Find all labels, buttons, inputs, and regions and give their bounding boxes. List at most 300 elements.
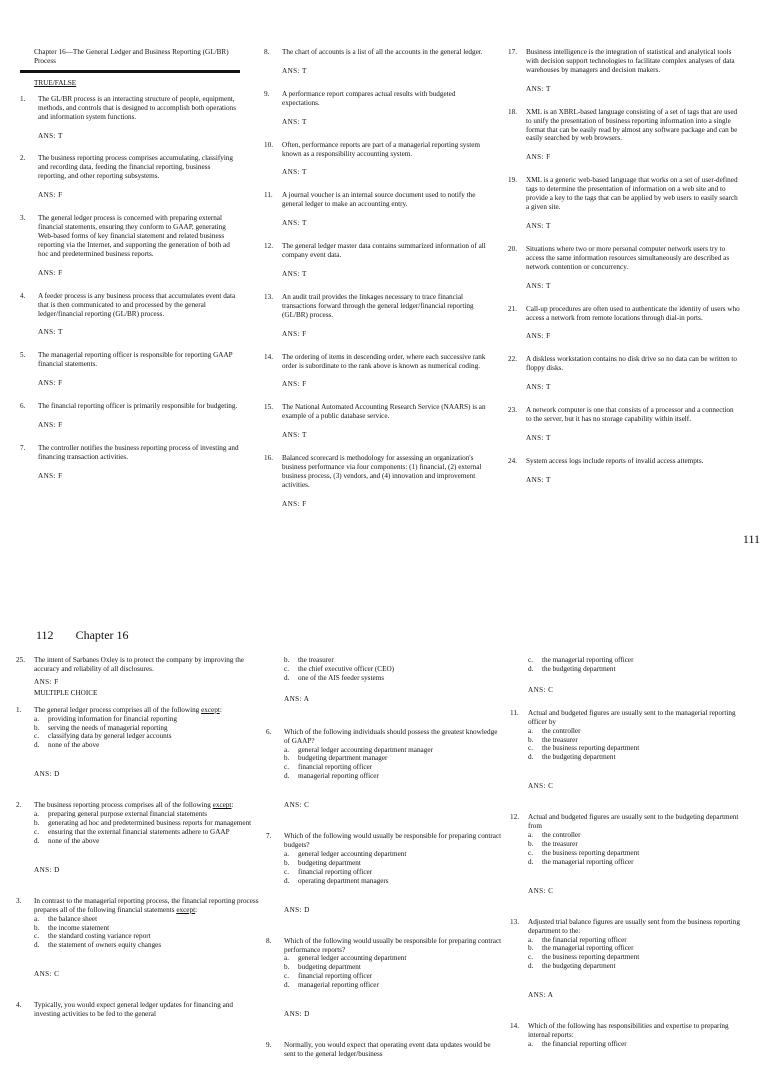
- answer-option: [34, 715, 260, 724]
- question-item: [510, 1022, 748, 1049]
- question: [264, 242, 492, 260]
- question-item: [264, 242, 492, 279]
- option-letter: d.: [284, 876, 290, 885]
- answer-option: [528, 736, 748, 745]
- option-letter: a.: [528, 831, 533, 840]
- question-text: [284, 832, 502, 850]
- question-stem: Call-up procedures are often used to authenticate the identity of users who access a network from remote locations through dial-in ports.: [526, 304, 740, 322]
- question-stem: XML is an XBRL-based language consisting of a set of tags that are used to unify the presentation of business reporting information into a single format that can be easily read by almost any software package and can be easily searched by web browsers.: [526, 107, 738, 143]
- question-number: 22.: [508, 355, 517, 364]
- answer: ANS: A: [528, 991, 554, 1000]
- answer: ANS: D: [34, 770, 60, 779]
- question-item: [266, 937, 502, 1019]
- question-item: [264, 353, 492, 390]
- question-text: [282, 293, 492, 320]
- option-letter: c.: [34, 732, 39, 741]
- answer-option: [528, 831, 748, 840]
- question-number: 14.: [264, 352, 273, 361]
- question-stem: The general ledger process is concerned with preparing external financial statements, ensuring they conform to GAAP, generating Web-based forms of key financial statement and related business reporting via the Internet, and supporting the generation of both ad hoc and predetermined business reports.: [38, 214, 230, 258]
- option-text: the treasurer: [298, 656, 334, 664]
- answer-option: [528, 944, 748, 953]
- option-text: generating ad hoc and predetermined business reports for management: [48, 819, 252, 828]
- answer-option: [34, 924, 260, 933]
- answer-option: [284, 972, 502, 981]
- answer-options: [284, 850, 502, 886]
- question-number: 10.: [264, 140, 273, 149]
- question: [508, 457, 740, 466]
- question-number: 3.: [20, 214, 26, 223]
- option-letter: b.: [528, 944, 534, 953]
- question-stem: The ordering of items in descending order, where each successive rank order is subordinate to the rank above is known as numerical coding.: [282, 352, 486, 370]
- question-stem: Often, performance reports are part of a managerial reporting system known as a responsibility accounting system.: [282, 140, 480, 158]
- question-item: [264, 141, 492, 178]
- question-text: [38, 402, 240, 411]
- question-number: 20.: [508, 244, 517, 253]
- question-text: The intent of Sarbanes Oxley is to protect the company by improving the accuracy and reliability of all disclosures.: [34, 656, 244, 673]
- question-item: [266, 728, 502, 810]
- question-number: 18.: [508, 107, 517, 116]
- question-item: [510, 709, 748, 791]
- question-text: [34, 1001, 260, 1019]
- question-stem: XML is a generic web-based language that works on a set of user-defined tags to determine the presentation of information on a web site and to provide a key to the tags that can be applied by web users to easily search a given site.: [526, 176, 738, 212]
- question-item: [16, 801, 260, 875]
- question-item: [508, 48, 740, 94]
- question-number: 15.: [264, 403, 273, 412]
- question-number: 9.: [266, 1041, 272, 1050]
- question-number: 2.: [20, 154, 26, 163]
- answer-options: [528, 831, 748, 867]
- option-letter: d.: [284, 981, 290, 990]
- answer: ANS: C: [284, 801, 310, 810]
- answer-option: [284, 859, 502, 868]
- continued-options: [284, 656, 502, 683]
- question-stem: Actual and budgeted figures are usually sent to the managerial reporting officer by: [528, 708, 736, 726]
- question-number: 11.: [264, 191, 273, 200]
- option-text: ensuring that the external financial statements adhere to GAAP: [48, 827, 230, 836]
- question-stem: Business intelligence is the integration of statistical and analytical tools with decision support technologies to facilitate complex analyses of data warehouses by managers and decision makers.: [526, 48, 735, 74]
- question-stem: Which of the following would usually be responsible for preparing contract performance reports?: [284, 936, 502, 954]
- question-number: 3.: [16, 896, 22, 905]
- question-number: 1.: [16, 705, 22, 714]
- answer: ANS: T: [282, 168, 307, 177]
- question: [20, 214, 240, 259]
- question-item: [264, 48, 492, 76]
- question-stem: Normally, you would expect that operating event data updates would be sent to the general ledger/business: [284, 1041, 491, 1058]
- question-text: [282, 353, 492, 371]
- question-item: [508, 245, 740, 291]
- question: [264, 191, 492, 209]
- question-number: 14.: [510, 1022, 519, 1031]
- question: [20, 444, 240, 462]
- question-item: [20, 351, 240, 388]
- question-stem: Which of the following has responsibilities and expertise to preparing internal reports:: [528, 1022, 729, 1040]
- answer-option: [528, 1040, 748, 1049]
- question: [20, 351, 240, 369]
- question-text: [38, 292, 240, 319]
- option-letter: d.: [284, 673, 290, 682]
- answer-options: [284, 746, 502, 782]
- option-letter: d.: [528, 753, 534, 762]
- question: [266, 1041, 502, 1059]
- option-text: the balance sheet: [48, 914, 98, 923]
- question-stem: The business reporting process comprises all of the following: [34, 801, 213, 810]
- question-emphasis: except: [201, 705, 220, 714]
- question-item: [20, 402, 240, 430]
- question-text: [526, 406, 740, 424]
- answer-options: [284, 954, 502, 990]
- question-item: [508, 457, 740, 485]
- question-stem: The general ledger process comprises all of the following: [34, 705, 202, 714]
- answer: ANS: F: [38, 421, 63, 430]
- answer: ANS: F: [38, 268, 63, 277]
- option-letter: b.: [284, 858, 290, 867]
- answer-option: [34, 732, 260, 741]
- option-letter: b.: [284, 656, 290, 664]
- option-letter: b.: [284, 754, 290, 763]
- question: [264, 90, 492, 108]
- question-number: 5.: [20, 351, 26, 360]
- answer-option: [284, 963, 502, 972]
- question-text: [526, 245, 740, 272]
- question-item: [510, 918, 748, 1000]
- question-text: [526, 108, 740, 144]
- answer-option: [34, 724, 260, 733]
- question-item: [264, 90, 492, 127]
- question-stem: The National Automated Accounting Research Service (NAARS) is an example of a public database service.: [282, 403, 486, 421]
- question-text: [528, 813, 748, 831]
- answer-options: [528, 727, 748, 763]
- multiple-choice-list: [266, 728, 502, 1059]
- answer-option: [284, 877, 502, 886]
- question-item: [16, 656, 260, 687]
- answer-option: [528, 953, 748, 962]
- question-number: 7.: [20, 443, 26, 452]
- option-text: the business reporting department: [542, 848, 640, 857]
- question: [20, 154, 240, 181]
- question-stem: The business reporting process comprises accumulating, classifying and recording data, feeding the financial reporting, business reporting, and other reporting subsystems.: [38, 154, 234, 181]
- option-text: general ledger accounting department: [298, 954, 407, 963]
- answer: ANS: F: [38, 379, 63, 388]
- question: [508, 406, 740, 424]
- question: [508, 355, 740, 373]
- page2-column-2: [266, 656, 502, 1065]
- option-text: the statement of owners equity changes: [48, 941, 162, 950]
- answer-option: [528, 744, 748, 753]
- question-text: [38, 154, 240, 181]
- question: [264, 403, 492, 421]
- chapter-header: Chapter 16—The General Ledger and Business Reporting (GL/BR) Process: [34, 48, 229, 65]
- answer: ANS: D: [284, 905, 310, 914]
- question-item: [16, 706, 260, 780]
- answer: ANS: C: [528, 886, 554, 895]
- answer: ANS: T: [282, 66, 307, 75]
- answer: ANS: T: [282, 219, 307, 228]
- option-text: providing information for financial reporting: [48, 714, 177, 723]
- answer: ANS: T: [526, 383, 551, 392]
- question-item: [264, 454, 492, 509]
- option-letter: a.: [528, 1039, 533, 1048]
- question-number: 12.: [264, 242, 273, 251]
- answer-option: [528, 936, 748, 945]
- option-text: managerial reporting officer: [298, 981, 379, 990]
- answer: ANS: F: [526, 332, 551, 341]
- question: [264, 454, 492, 490]
- answer-option: [284, 981, 502, 990]
- answer-option: [284, 754, 502, 763]
- question: [264, 141, 492, 159]
- question-number: 12.: [510, 813, 519, 822]
- true-false-list: [508, 48, 740, 485]
- option-text: operating department managers: [298, 876, 389, 885]
- option-text: the managerial reporting officer: [542, 656, 634, 664]
- answer-option: [528, 840, 748, 849]
- question-colon: :: [219, 705, 222, 714]
- answer: ANS: T: [526, 281, 551, 290]
- option-letter: c.: [284, 664, 289, 673]
- question-item: [20, 444, 240, 481]
- answer-option: [528, 727, 748, 736]
- answer-option: [34, 932, 260, 941]
- question: [266, 728, 502, 746]
- answer: ANS: F: [34, 677, 59, 686]
- page2-column-3: [510, 656, 748, 1055]
- question-stem: Balanced scorecard is methodology for assessing an organization's business performance via four components: (1) financial, (2) external business process, (3) vendors, and (4) innovation and improvement activities.: [282, 454, 482, 489]
- option-letter: a.: [528, 726, 533, 735]
- question-number: 8.: [266, 936, 272, 945]
- answer: ANS: F: [282, 499, 307, 508]
- question: [20, 292, 240, 319]
- question-stem: The chart of accounts is a list of all the accounts in the general ledger.: [282, 48, 483, 56]
- option-text: the managerial reporting officer: [542, 944, 634, 953]
- answer-option: [34, 810, 260, 819]
- option-letter: c.: [34, 827, 39, 836]
- answer-option: [528, 656, 748, 665]
- question-stem: The financial reporting officer is primarily responsible for budgeting.: [38, 402, 238, 411]
- answer-options: [34, 810, 260, 846]
- question-stem: Adjusted trial balance figures are usually sent from the business reporting department to the:: [528, 917, 740, 935]
- answer-option: [34, 915, 260, 924]
- answer: ANS: T: [526, 475, 551, 484]
- answer: ANS: F: [38, 471, 63, 480]
- answer-option: [528, 858, 748, 867]
- page-112: [0, 560, 768, 1058]
- question-item: [266, 1041, 502, 1059]
- answer-option: [34, 828, 260, 837]
- option-text: financial reporting officer: [298, 972, 373, 981]
- question-stem: The general ledger master data contains summarized information of all company event data.: [282, 242, 486, 260]
- question: [266, 832, 502, 850]
- option-text: the business reporting department: [542, 953, 640, 962]
- option-letter: d.: [34, 941, 40, 950]
- question-emphasis: except: [212, 801, 232, 810]
- question-text: [282, 90, 492, 108]
- question-item: [20, 154, 240, 200]
- question-text: [38, 95, 240, 122]
- option-text: the controller: [542, 831, 581, 840]
- option-letter: a.: [34, 914, 39, 923]
- answer-option: [34, 837, 260, 846]
- option-text: none of the above: [48, 741, 100, 750]
- question-number: 7.: [266, 832, 272, 841]
- answer: ANS: T: [526, 84, 551, 93]
- question-stem: A performance report compares actual results with budgeted expectations.: [282, 89, 456, 107]
- answer-option: [528, 665, 748, 674]
- question-item: [16, 897, 260, 979]
- option-text: one of the AIS feeder systems: [298, 673, 385, 682]
- answer: ANS: A: [284, 694, 310, 703]
- page1-column-3: [508, 48, 740, 499]
- question: [508, 176, 740, 212]
- question-item: [16, 1001, 260, 1019]
- question: [264, 353, 492, 371]
- option-text: general ledger accounting department manager: [298, 745, 433, 754]
- question-number: 2.: [16, 801, 22, 810]
- question-text: [282, 454, 492, 490]
- question-stem: The GL/BR process is an interacting structure of people, equipment, methods, and controls that is designed to accomplish both operations and information system functions.: [38, 94, 237, 121]
- option-text: budgeting department: [298, 963, 361, 972]
- question: [264, 293, 492, 320]
- question-number: 16.: [264, 454, 273, 463]
- option-text: the controller: [542, 726, 581, 735]
- true-false-list: [264, 48, 492, 509]
- option-letter: b.: [34, 923, 40, 932]
- answer-option: [284, 850, 502, 859]
- option-text: the budgeting department: [542, 753, 616, 762]
- option-letter: c.: [284, 763, 289, 772]
- question-number: 17.: [508, 48, 517, 56]
- option-letter: d.: [284, 772, 290, 781]
- question: [16, 706, 260, 715]
- question-text: [282, 242, 492, 260]
- section-true-false: TRUE/FALSE: [34, 78, 77, 87]
- question-item: [264, 293, 492, 339]
- question-item: [508, 176, 740, 231]
- question: [508, 108, 740, 144]
- question: [510, 813, 748, 831]
- option-text: the budgeting department: [542, 962, 616, 971]
- answer-option: [528, 753, 748, 762]
- question-number: 25.: [16, 656, 25, 664]
- option-text: preparing general purpose external financial statements: [48, 810, 208, 819]
- question-text: [38, 444, 240, 462]
- option-text: the chief executive officer (CEO): [298, 664, 395, 673]
- option-text: managerial reporting officer: [298, 772, 379, 781]
- answer-option: [284, 656, 502, 665]
- answer: ANS: F: [526, 153, 551, 162]
- option-letter: c.: [528, 744, 533, 753]
- question-number: 6.: [20, 402, 26, 411]
- option-letter: d.: [34, 836, 40, 845]
- question: [508, 245, 740, 272]
- question-stem: The controller notifies the business reporting process of investing and financing transaction activities.: [38, 443, 239, 461]
- answer: ANS: T: [38, 328, 63, 337]
- question-text: [528, 709, 748, 727]
- answer: ANS: T: [282, 269, 307, 278]
- question-stem: System access logs include reports of invalid access attempts.: [526, 456, 704, 465]
- question-stem: A feeder process is any business process that accumulates event data that is then communicated to and processed by the general ledger/financial reporting (GL/BR) process.: [38, 291, 236, 318]
- answer-options: [528, 1040, 748, 1049]
- option-letter: a.: [284, 954, 289, 963]
- page2-column-1: [16, 656, 260, 1025]
- question-number: 13.: [264, 292, 273, 301]
- option-letter: d.: [528, 664, 534, 673]
- option-text: the treasurer: [542, 735, 578, 744]
- question-item: [508, 406, 740, 443]
- question-colon: :: [231, 801, 234, 810]
- answer: ANS: T: [526, 221, 551, 230]
- option-letter: c.: [284, 867, 289, 876]
- question-text: [282, 48, 492, 57]
- question-stem: Typically, you would expect general ledger updates for financing and investing activities to be fed to the general: [34, 1001, 234, 1019]
- page1-column-2: [264, 48, 492, 523]
- page-number: 112: [36, 628, 54, 642]
- answer: ANS: F: [38, 191, 63, 200]
- question-number: 9.: [264, 89, 270, 98]
- page-header: [36, 628, 129, 643]
- question: [266, 937, 502, 955]
- answer: ANS: T: [282, 431, 307, 440]
- question-item: [510, 813, 748, 895]
- question-item: [266, 832, 502, 914]
- answer-option: [284, 674, 502, 683]
- option-letter: a.: [34, 810, 39, 819]
- question-item: [264, 191, 492, 228]
- option-letter: b.: [34, 819, 40, 828]
- question-stem: Situations where two or more personal computer network users try to access the same information resources simultaneously are described as network contention or concurrency.: [526, 244, 730, 271]
- question-number: 1.: [20, 94, 26, 103]
- answer-option: [284, 665, 502, 674]
- multiple-choice-list: [510, 709, 748, 1049]
- multiple-choice-list: [16, 706, 260, 1019]
- option-letter: d.: [528, 962, 534, 971]
- option-text: the business reporting department: [542, 744, 640, 753]
- option-text: financial reporting officer: [298, 867, 373, 876]
- question-item: [508, 108, 740, 163]
- question: [508, 48, 740, 75]
- answer-option: [284, 746, 502, 755]
- option-text: classifying data by general ledger accounts: [48, 732, 172, 741]
- question-text: [34, 801, 260, 810]
- option-text: the budgeting department: [542, 664, 616, 673]
- question: [20, 95, 240, 122]
- question-text: [282, 191, 492, 209]
- question: [510, 709, 748, 727]
- option-text: the financial reporting officer: [542, 935, 627, 944]
- answer: ANS: C: [34, 970, 60, 979]
- option-letter: a.: [284, 745, 289, 754]
- option-text: general ledger accounting department: [298, 849, 407, 858]
- answer: ANS: C: [528, 782, 554, 791]
- chapter-label: Chapter 16: [75, 628, 129, 642]
- option-text: budgeting department manager: [298, 754, 388, 763]
- question-text: [38, 351, 240, 369]
- answer-option: [34, 819, 260, 828]
- question-item: [20, 95, 240, 141]
- answer-option: [528, 962, 748, 971]
- option-letter: b.: [34, 723, 40, 732]
- option-text: financial reporting officer: [298, 763, 373, 772]
- question: [264, 48, 492, 57]
- option-letter: a.: [34, 714, 39, 723]
- answer-options: [34, 915, 260, 951]
- question-text: [526, 355, 740, 373]
- question-text: [38, 214, 240, 259]
- answer: ANS: F: [282, 380, 307, 389]
- question-text: [34, 706, 260, 715]
- option-letter: c.: [34, 932, 39, 941]
- question-item: [20, 214, 240, 278]
- question-text: [284, 937, 502, 955]
